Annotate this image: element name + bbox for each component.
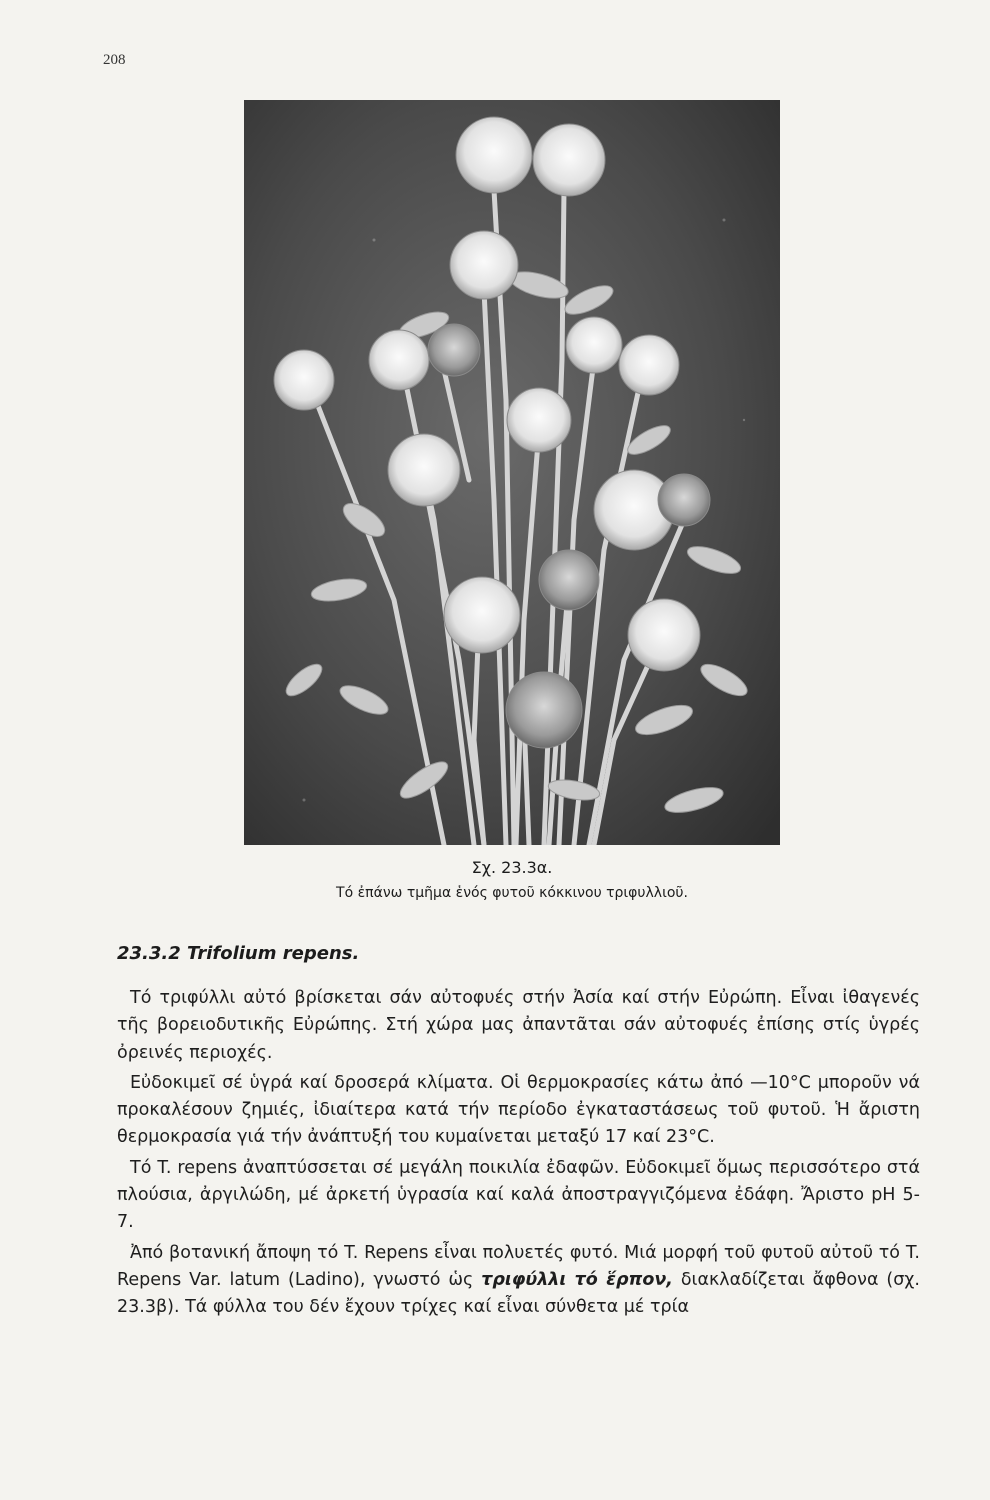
figure-caption: Τό ἐπάνω τμῆμα ἑνός φυτοῦ κόκκινου τριφυλλιοῦ. — [336, 885, 688, 901]
figure-label: Σχ. 23.3α. — [471, 858, 553, 877]
paragraph: Τό T. repens ἀναπτύσσεται σέ μεγάλη ποικιλία ἐδαφῶν. Εὐδοκιμεῖ ὅμως περισσότερο στά πλούσια, ἀργιλώδη, μέ ἀρκετή ὑγρασία καί καλά ἀποστραγγιζόμενα ἐδάφη. Ἄριστο pH 5-7. — [117, 1157, 920, 1233]
paragraph-text-end: διακλαδίζεται ἄφθονα (σχ. 23.3β). Τά φύλλα του δέν ἔχουν τρίχες καί εἶναι σύνθετα μέ τρία — [117, 1269, 920, 1318]
page-number: 208 — [103, 52, 126, 68]
section-heading: 23.3.2 Trifolium repens. — [117, 943, 360, 964]
paragraph: Τό τριφύλλι αὐτό βρίσκεται σάν αὐτοφυές στήν Ἀσία καί στήν Εὐρώπη. Εἶναι ἰθαγενές τῆς βορειοδυτικῆς Εὐρώπης. Στή χώρα μας ἀπαντᾶται σάν αὐτοφυές ἐπίσης στίς ὑγρές ὀρεινές περιοχές. — [117, 988, 920, 1063]
paragraph-text-start: Ἀπό βοτανική ἄποψη τό T. Repens εἶναι πολυετές φυτό. Μιά μορφή τοῦ φυτοῦ αὐτοῦ τό T. Repens Var. latum (Ladino), γνωστό ὡς — [117, 1242, 920, 1290]
clover-photo — [244, 100, 780, 845]
emphasized-term: τριφύλλι τό ἕρπον, — [481, 1269, 673, 1290]
body-text — [117, 985, 920, 1325]
paragraph: Εὐδοκιμεῖ σέ ὑγρά καί δροσερά κλίματα. Οἱ θερμοκρασίες κάτω ἀπό —10°C μποροῦν νά προκαλέσουν ζημιές, ἰδιαίτερα κατά τήν περίοδο ἐγκαταστάσεως τοῦ φυτοῦ. Ἡ ἄριστη θερμοκρασία γιά τήν ἀνάπτυξή του κυμαίνεται μεταξύ 17 καί 23°C. — [117, 1072, 920, 1148]
paragraph — [117, 1240, 920, 1322]
